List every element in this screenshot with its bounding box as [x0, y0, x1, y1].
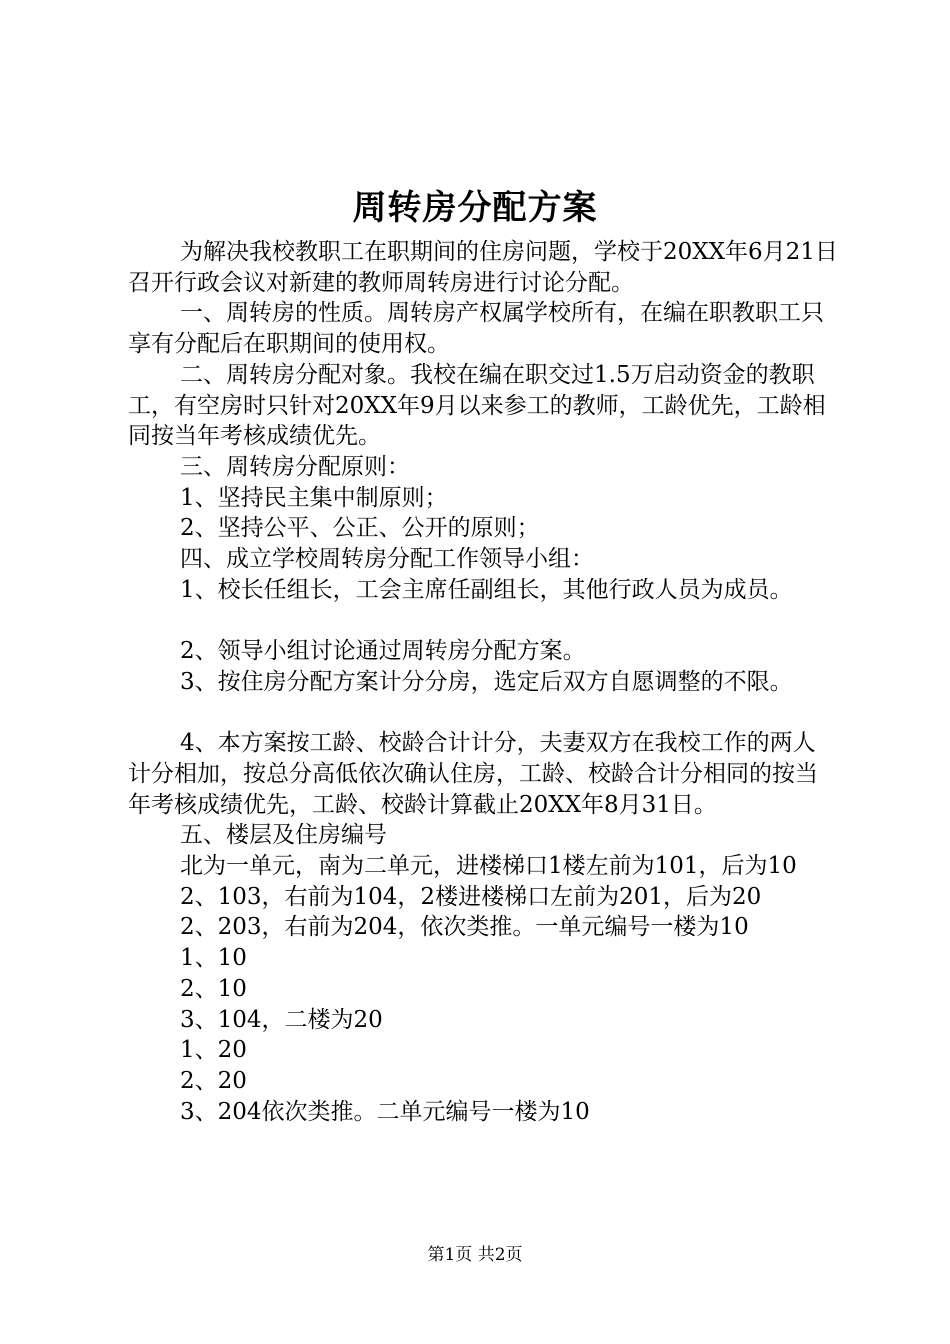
paragraph: 3、204依次类推。二单元编号一楼为10 [180, 1098, 590, 1125]
paragraph: 2、10 [180, 975, 247, 1002]
paragraph: 2、103，右前为104，2楼进楼梯口左前为201，后为20 [180, 883, 762, 910]
paragraph: 1、20 [180, 1037, 247, 1064]
paragraph: 1、坚持民主集中制原则； [180, 484, 448, 511]
paragraph: 2、坚持公平、公正、公开的原则； [180, 515, 540, 542]
page-footer: 第1页 共2页 [427, 1245, 523, 1265]
paragraph: 3、按住房分配方案计分分房，选定后双方自愿调整的不限。 [180, 668, 793, 695]
paragraph: 4、本方案按工龄、校龄合计计分，夫妻双方在我校工作的两人计分相加，按总分高低依次确认住房，工龄、校龄合计分相同的按当年考核成绩优先，工龄、校龄计算截止20XX年8月31日。 [128, 730, 818, 818]
paragraph: 3、104，二楼为20 [180, 1006, 383, 1033]
paragraph: 为解决我校教职工在职期间的住房问题，学校于20XX年6月21日召开行政会议对新建的教师周转房进行讨论分配。 [128, 239, 838, 296]
paragraph: 三、周转房分配原则： [180, 453, 410, 480]
paragraph: 北为一单元，南为二单元，进楼梯口1楼左前为101，后为10 [180, 853, 797, 880]
paragraph: 四、成立学校周转房分配工作领导小组： [180, 546, 594, 573]
paragraph: 2、20 [180, 1067, 247, 1094]
paragraph: 1、校长任组长，工会主席任副组长，其他行政人员为成员。 [180, 576, 793, 603]
document-title: 周转房分配方案 [352, 188, 598, 228]
paragraph: 2、领导小组讨论通过周转房分配方案。 [180, 638, 586, 665]
paragraph: 1、10 [180, 945, 247, 972]
paragraph: 五、楼层及住房编号 [180, 822, 387, 849]
paragraph: 一、周转房的性质。周转房产权属学校所有，在编在职教职工只享有分配后在职期间的使用权。 [128, 300, 824, 358]
document-body [128, 237, 838, 1127]
paragraph: 二、周转房分配对象。我校在编在职交过1.5万启动资金的教职工，有空房时只针对20XX年9月以来参工的教师，工龄优先，工龄相同按当年考核成绩优先。 [128, 361, 826, 450]
paragraph: 2、203，右前为204，依次类推。一单元编号一楼为10 [180, 914, 749, 941]
